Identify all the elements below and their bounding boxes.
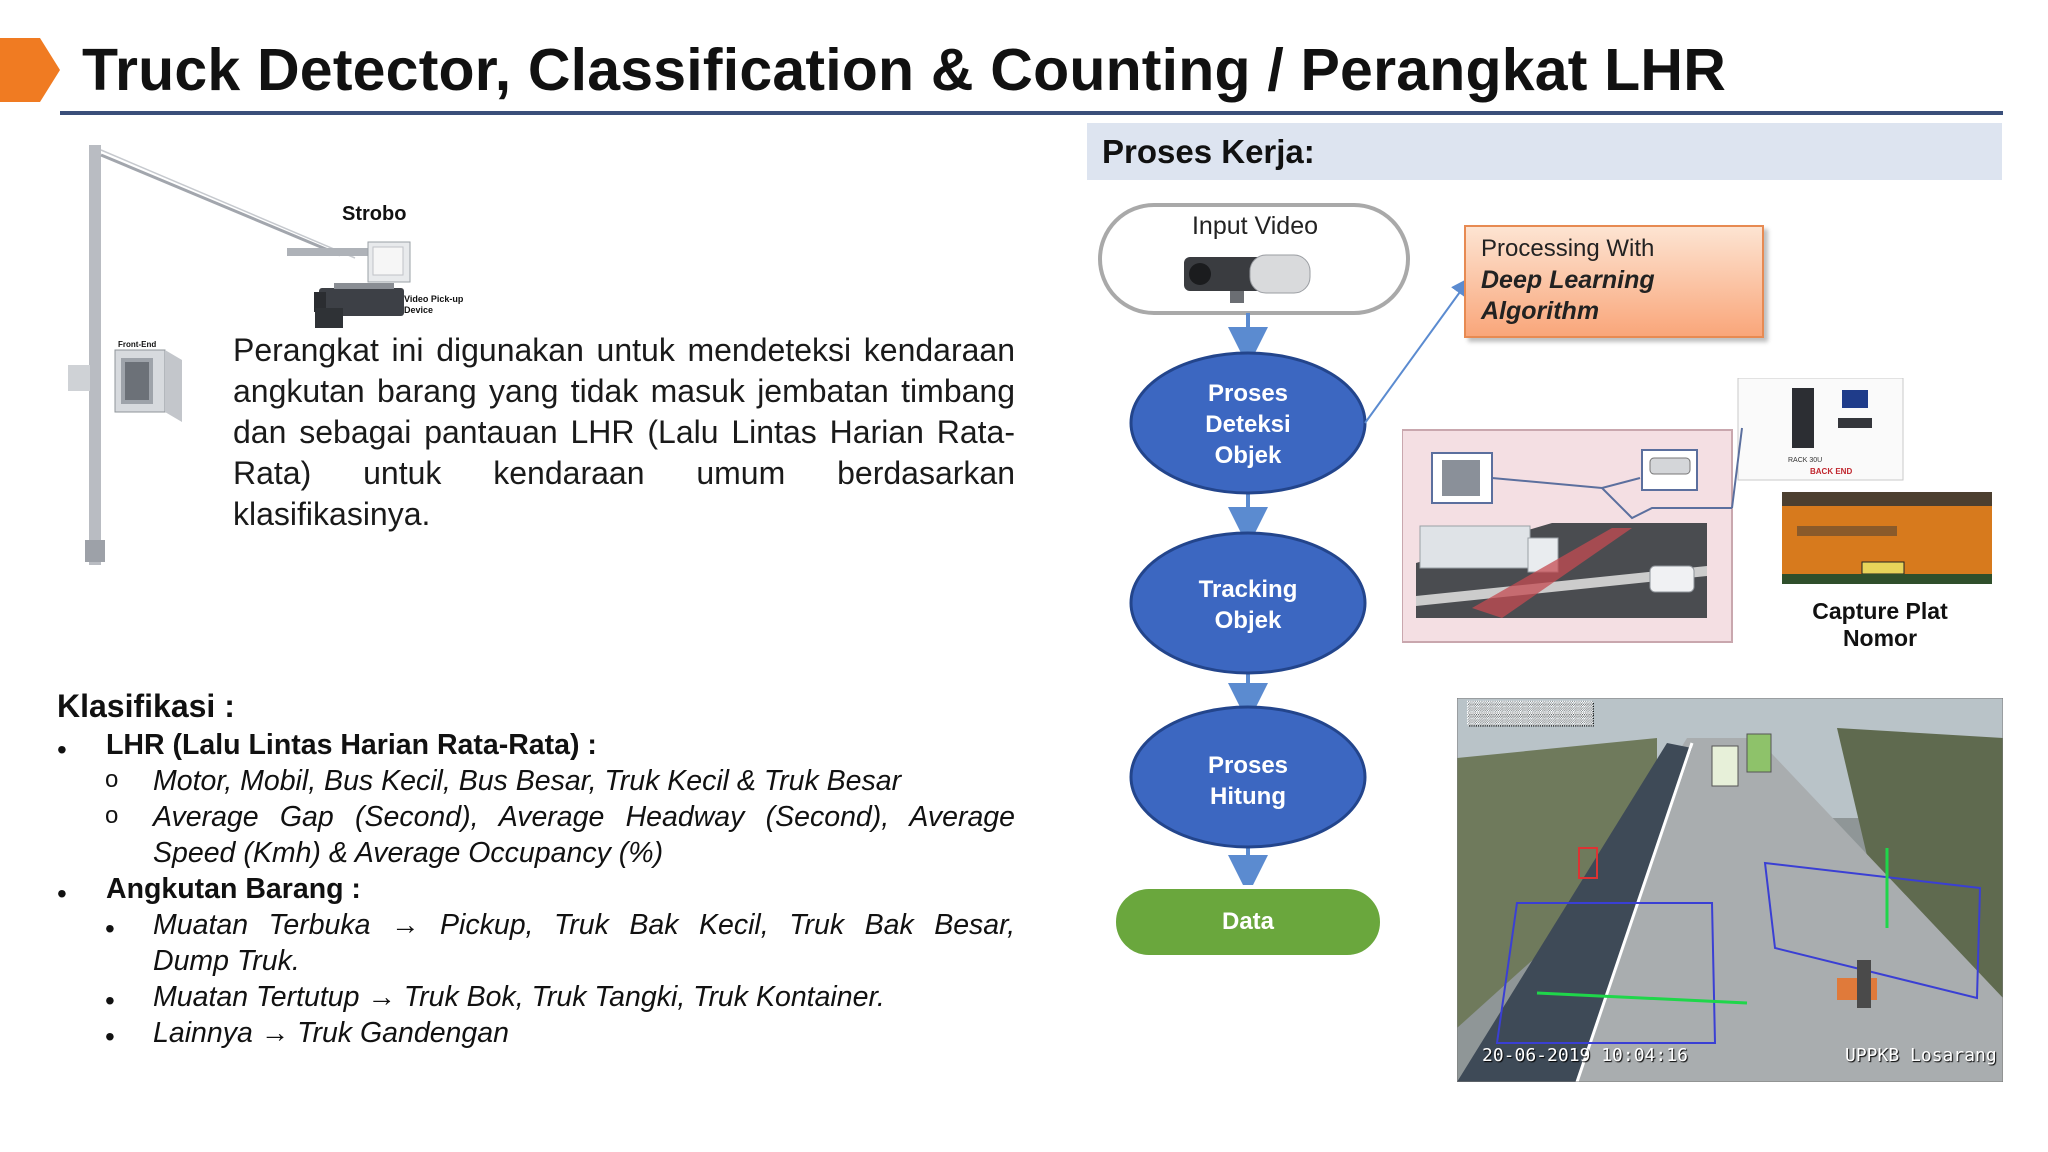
- bullet-marker: •: [57, 734, 67, 765]
- bullet-marker: •: [105, 985, 115, 1016]
- angkutan-item-terbuka-cont: Dump Truk.: [153, 945, 300, 977]
- dl-line-2: Deep Learning: [1481, 266, 1655, 294]
- license-plate: [1862, 562, 1904, 574]
- node3-label-1: Proses: [1207, 752, 1289, 779]
- lhr-item-averages: Average Gap (Second), Average Headway (Second), Average: [153, 801, 1015, 833]
- angkutan-item-lainnya: Lainnya → Truk Gandengan: [153, 1017, 509, 1049]
- svg-text:RACK 30U: RACK 30U: [1788, 457, 1823, 464]
- pole-arm: [101, 155, 340, 255]
- node1-label-1: Proses: [1207, 380, 1289, 407]
- strobo-label: Strobo: [342, 203, 407, 225]
- node3-label-2: Hitung: [1210, 783, 1286, 810]
- device-description: Perangkat ini digunakan untuk mendeteksi kendaraan angkutan barang yang tidak masuk jembatan timbang dan sebagai pantauan LHR (Lalu Lintas Harian Rata-Rata) untuk kendaraan umum berdasarkan klasifikasinya.: [233, 332, 1015, 532]
- dl-line-3: Algorithm: [1481, 297, 1600, 325]
- svg-text:BACK END: BACK END: [1810, 467, 1853, 476]
- server-rack: [1792, 388, 1814, 448]
- data-label: Data: [1221, 908, 1275, 935]
- cctv-hud-overlay: ▒▒▒▒▒▒▒▒▒▒▒▒▒▒▒▒▒▒▒ ▒▒▒▒▒▒▒▒▒▒▒▒▒▒▒▒▒▒▒: [1467, 701, 1593, 726]
- back-end-panel: [1738, 378, 1903, 480]
- angkutan-item-terbuka: Muatan Terbuka → Pickup, Truk Bak Kecil, Truk Bak Besar,: [153, 909, 1015, 941]
- bullet-marker: •: [105, 913, 115, 944]
- pole-shaft: [89, 145, 101, 565]
- video-pickup-label: Video Pick-up Device: [404, 294, 464, 315]
- cctv-site-label: UPPKB Losarang: [1845, 1045, 1997, 1066]
- dl-line-1: Processing With: [1481, 235, 1655, 262]
- lhr-item-vehicles: Motor, Mobil, Bus Kecil, Bus Besar, Truk Kecil & Truk Besar: [153, 765, 902, 797]
- angkutan-title: Angkutan Barang :: [106, 873, 361, 905]
- truck-shape: [1420, 526, 1530, 568]
- car-shape: [1650, 566, 1694, 592]
- bullet-marker: •: [57, 878, 67, 909]
- node2-label-1: Tracking: [1198, 576, 1298, 603]
- klasifikasi-heading: Klasifikasi :: [57, 688, 235, 724]
- lhr-title: LHR (Lalu Lintas Harian Rata-Rata) :: [106, 729, 597, 761]
- capture-label-line-1: Capture Plat: [1812, 598, 1948, 624]
- capture-plat-label: [1790, 598, 1970, 652]
- cctv-frame: [1457, 698, 2003, 1082]
- proses-kerja-heading: Proses Kerja:: [1102, 133, 1315, 170]
- node1-label-3: Objek: [1214, 442, 1282, 469]
- title-underline: [60, 111, 2003, 115]
- input-video-label: Input Video: [1191, 212, 1319, 240]
- capture-label-line-2: Nomor: [1842, 625, 1918, 651]
- circle-marker: o: [105, 766, 119, 793]
- circle-marker: o: [105, 802, 119, 829]
- bullet-marker: •: [105, 1021, 115, 1052]
- cctv-timestamp: 20-06-2019 10:04:16: [1482, 1045, 1688, 1066]
- truck-in-frame: [1712, 746, 1738, 786]
- node1-label-2: Deteksi: [1205, 411, 1291, 438]
- node2-label-2: Objek: [1214, 607, 1282, 634]
- title-accent-marker: [0, 38, 62, 102]
- angkutan-item-tertutup: Muatan Tertutup → Truk Bok, Truk Tangki, Truk Kontainer.: [153, 981, 885, 1013]
- lhr-item-averages-cont: Speed (Kmh) & Average Occupancy (%): [153, 837, 664, 869]
- page-title: Truck Detector, Classification & Counting / Perangkat LHR: [82, 37, 1727, 103]
- front-end-label: Front-End: [118, 340, 157, 349]
